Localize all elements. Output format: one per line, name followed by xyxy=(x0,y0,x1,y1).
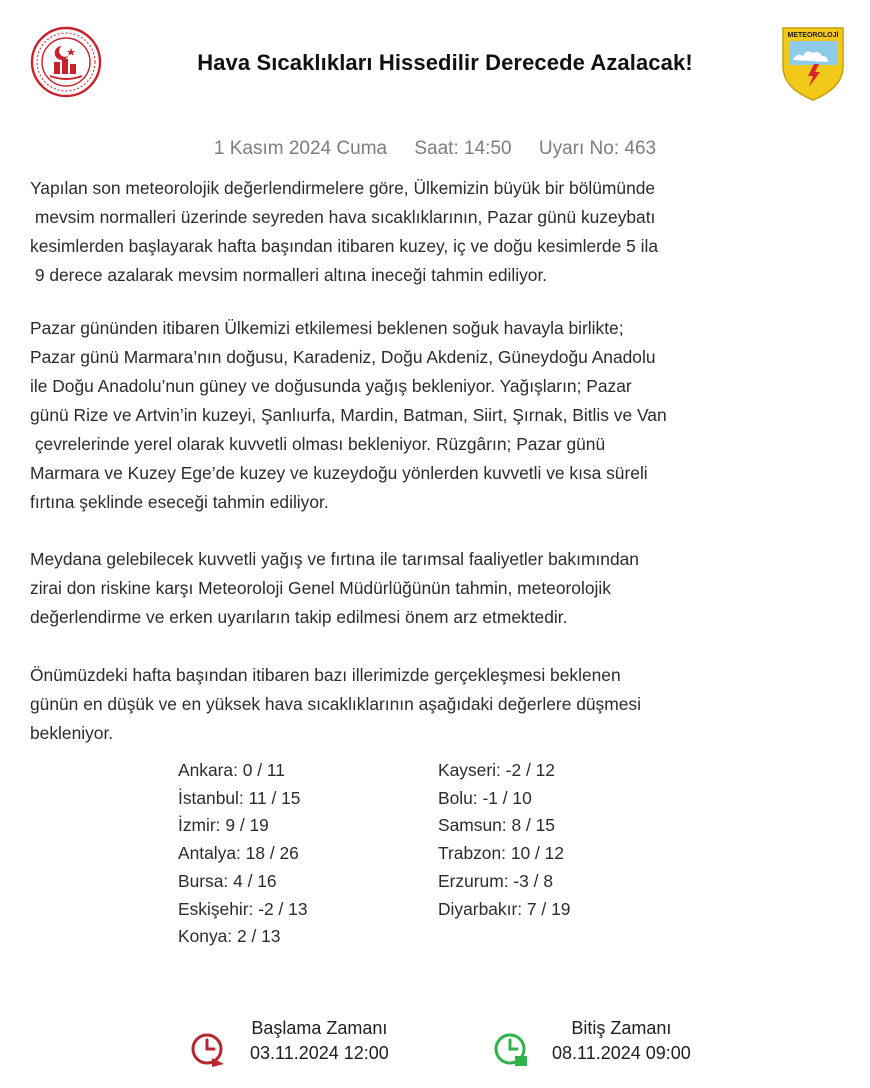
city-temperature: Trabzon: 10 / 12 xyxy=(438,843,564,864)
city-temperature: Bursa: 4 / 16 xyxy=(178,870,277,891)
meteoroloji-logo xyxy=(779,24,847,102)
end-time-block xyxy=(552,1016,691,1066)
paragraph-line: Önümüzdeki hafta başından itibaren bazı illerimizde gerçekleşmesi beklenen xyxy=(30,665,621,685)
paragraph-line: zirai don riskine karşı Meteoroloji Genel Müdürlüğünün tahmin, meteorolojik xyxy=(30,578,611,598)
city-temperatures-right xyxy=(438,757,570,923)
start-time-value: 03.11.2024 12:00 xyxy=(250,1043,389,1063)
paragraph-line: değerlendirme ve erken uyarıların takip edilmesi önem arz etmektedir. xyxy=(30,607,568,627)
bulletin-time: Saat: 14:50 xyxy=(414,138,512,159)
paragraph-line: günün en düşük ve en yüksek hava sıcaklıklarının aşağıdaki değerlere düşmesi xyxy=(30,694,641,714)
end-time-value: 08.11.2024 09:00 xyxy=(552,1043,691,1063)
paragraph-line: Pazar günü Marmara’nın doğusu, Karadeniz, Doğu Akdeniz, Güneydoğu Anadolu xyxy=(30,347,656,367)
city-temperature: Ankara: 0 / 11 xyxy=(178,760,285,780)
paragraph-line: Pazar gününden itibaren Ülkemizi etkilemesi beklenen soğuk havayla birlikte; xyxy=(30,318,624,338)
paragraph-line: 9 derece azalarak mevsim normalleri altına ineceği tahmin ediliyor. xyxy=(30,265,548,285)
paragraph-line: fırtına şeklinde eseceği tahmin ediliyor. xyxy=(30,492,329,512)
city-temperatures-left xyxy=(178,757,308,951)
paragraph-line: kesimlerden başlayarak hafta başından itibaren kuzey, iç ve doğu kesimlerde 5 ila xyxy=(30,236,659,256)
paragraph-1 xyxy=(30,174,845,290)
city-temperature: İzmir: 9 / 19 xyxy=(178,815,269,836)
clock-start-icon xyxy=(190,1031,226,1067)
paragraph-2 xyxy=(30,314,845,517)
page-title: Hava Sıcaklıkları Hissedilir Derecede Azalacak! xyxy=(197,50,693,75)
city-temperature: Diyarbakır: 7 / 19 xyxy=(438,898,571,919)
logo-text: METEOROLOJİ xyxy=(787,32,839,39)
warning-number: Uyarı No: 463 xyxy=(538,138,657,159)
ministry-seal-logo xyxy=(30,26,102,98)
paragraph-line: günü Rize ve Artvin’in kuzeyi, Şanlıurfa, Mardin, Batman, Siirt, Şırnak, Bitlis ve Van xyxy=(30,405,667,425)
paragraph-line: Meydana gelebilecek kuvvetli yağış ve fırtına ile tarımsal faaliyetler bakımından xyxy=(30,549,639,569)
city-temperature: İstanbul: 11 / 15 xyxy=(178,787,301,808)
start-time-label: Başlama Zamanı xyxy=(251,1018,388,1038)
paragraph-line: Marmara ve Kuzey Ege’de kuzey ve kuzeydoğu yönlerden kuvvetli ve kısa süreli xyxy=(30,463,648,483)
paragraph-line: mevsim normalleri üzerinde seyreden hava sıcaklıklarının, Pazar günü kuzeybatı xyxy=(30,207,656,227)
end-time-label: Bitiş Zamanı xyxy=(571,1018,672,1038)
city-temperature: Samsun: 8 / 15 xyxy=(438,815,555,836)
start-time-block xyxy=(250,1016,389,1066)
city-temperature: Erzurum: -3 / 8 xyxy=(438,870,554,891)
paragraph-line: çevrelerinde yerel olarak kuvvetli olması bekleniyor. Rüzgârın; Pazar günü xyxy=(30,434,606,454)
city-temperature: Antalya: 18 / 26 xyxy=(178,843,299,864)
city-temperature: Bolu: -1 / 10 xyxy=(438,787,532,808)
city-temperature: Konya: 2 / 13 xyxy=(178,926,281,947)
paragraph-line: ile Doğu Anadolu’nun güney ve doğusunda yağış bekleniyor. Yağışların; Pazar xyxy=(30,376,632,396)
city-temperature: Kayseri: -2 / 12 xyxy=(438,760,555,780)
paragraph-line: bekleniyor. xyxy=(30,723,114,743)
paragraph-line: Yapılan son meteorolojik değerlendirmelere göre, Ülkemizin büyük bir bölümünde xyxy=(30,178,656,198)
clock-end-icon xyxy=(493,1031,529,1067)
city-temperature: Eskişehir: -2 / 13 xyxy=(178,898,308,919)
paragraph-4 xyxy=(30,661,845,748)
bulletin-meta xyxy=(0,138,870,160)
paragraph-3 xyxy=(30,545,845,632)
bulletin-date: 1 Kasım 2024 Cuma xyxy=(213,138,388,159)
